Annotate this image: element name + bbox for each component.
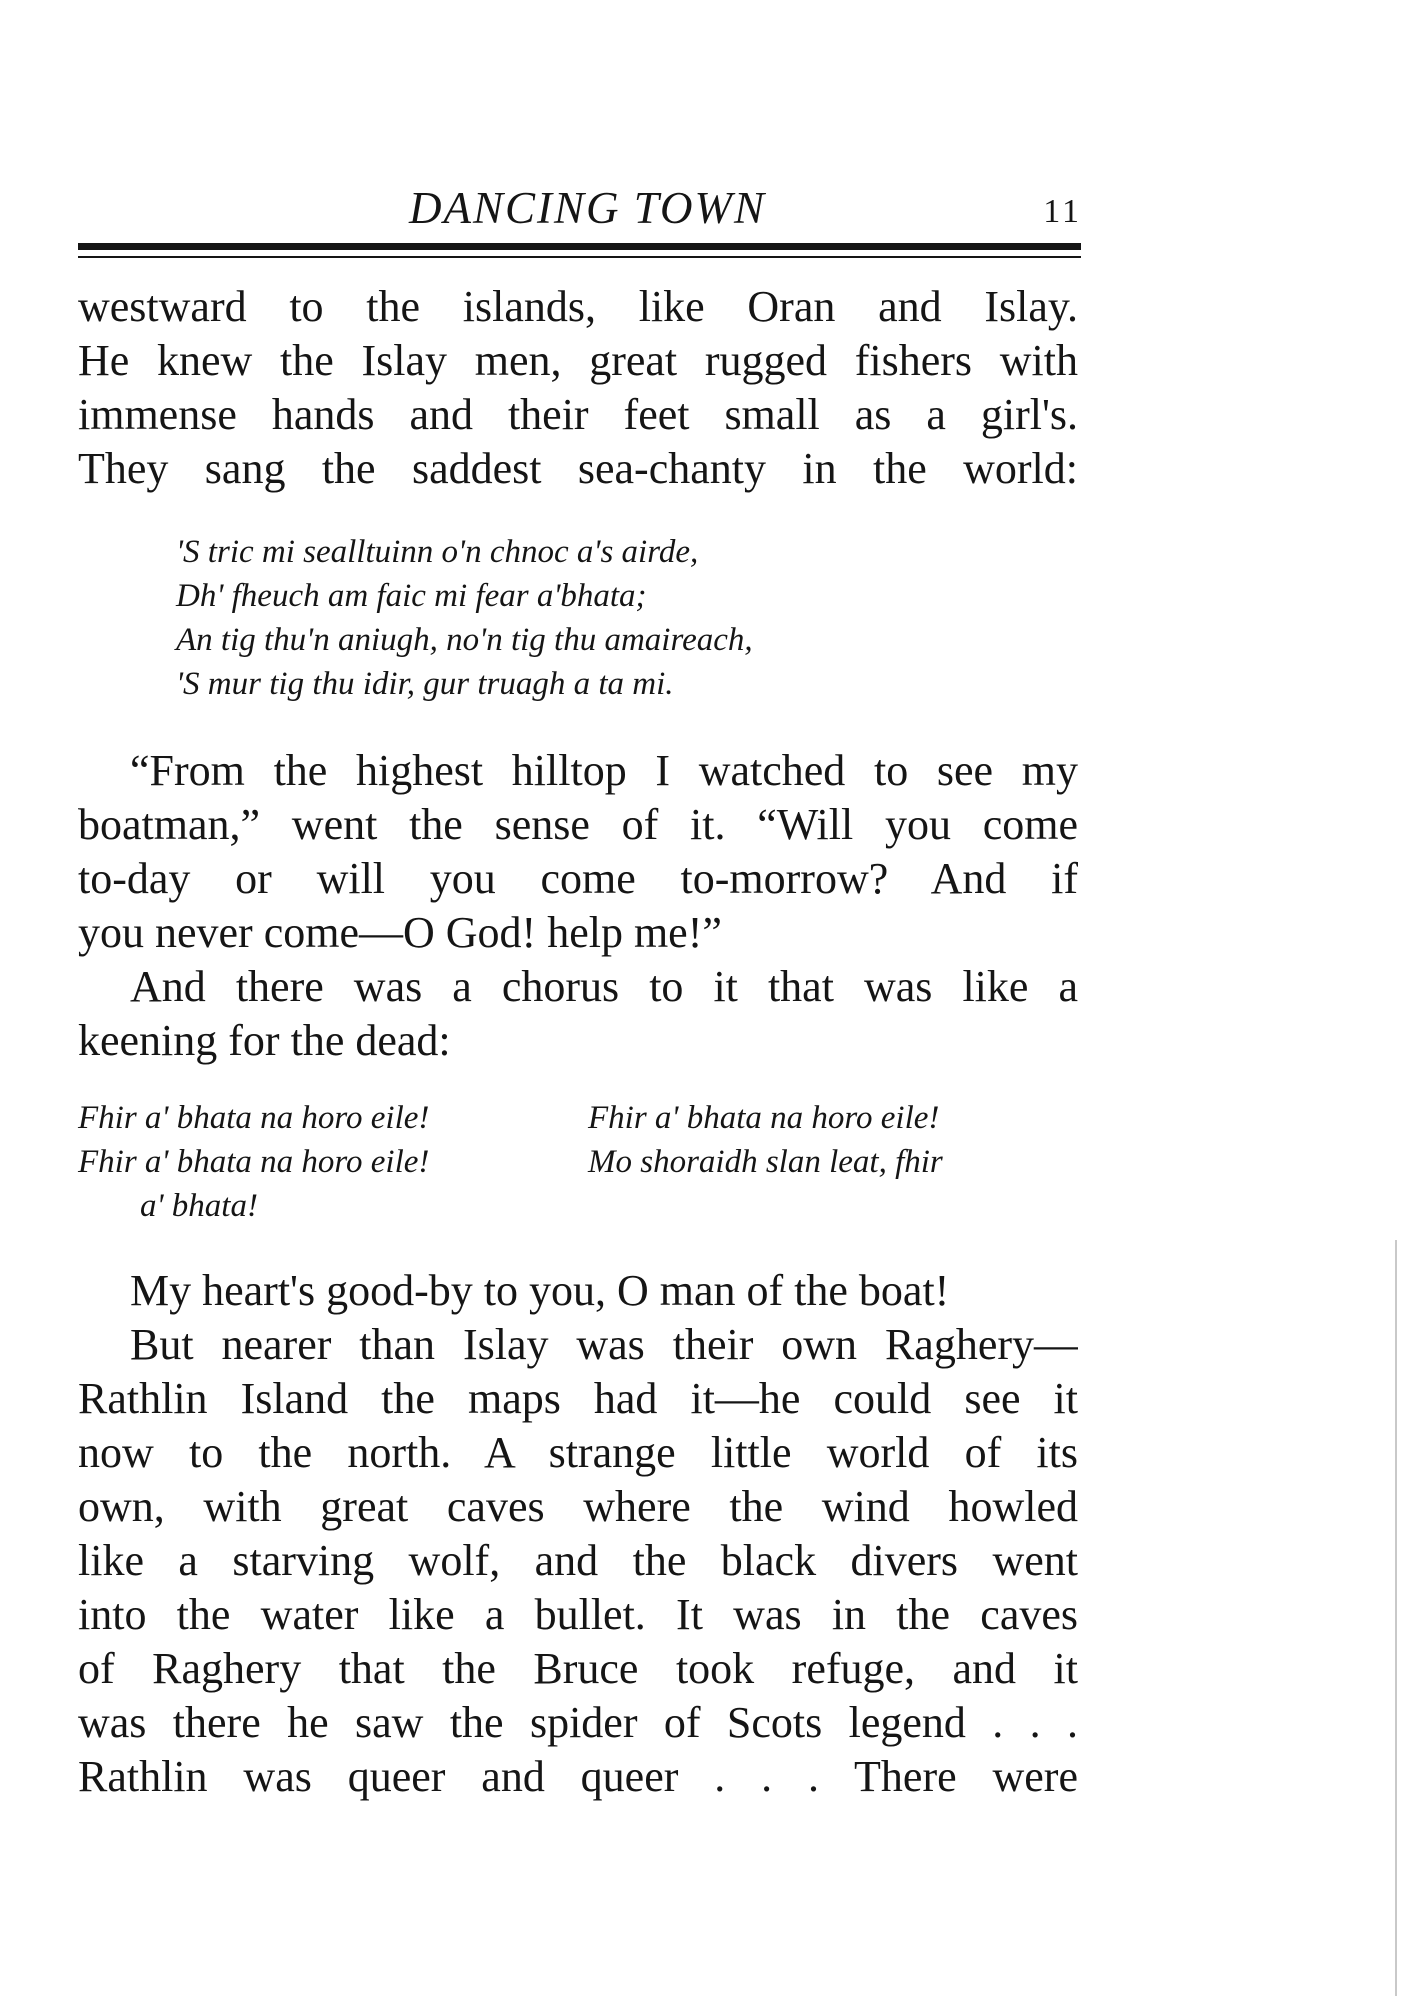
header-rule-thick [78,243,1081,250]
paragraph-3 [78,960,1078,1068]
gaelic-chorus [78,1096,1081,1228]
text-line: He knew the Islay men, great rugged fishers with [78,336,1078,385]
text-line: immense hands and their feet small as a girl's. [78,390,1078,439]
text-line: you never come—O God! help me!” [78,908,722,957]
text-line: keening for the dead: [78,1016,451,1065]
text-line: own, with great caves where the wind howled [78,1482,1078,1531]
text-line: “From the highest hilltop I watched to see my [130,746,1078,795]
chorus-line: Fhir a' bhata na horo eile! [78,1144,430,1180]
text-line: like a starving wolf, and the black divers went [78,1536,1078,1585]
text-line: boatman,” went the sense of it. “Will you come [78,800,1078,849]
paragraph-5 [78,1318,1078,1804]
text-line: into the water like a bullet. It was in the caves [78,1590,1078,1639]
page-number: 11 [1043,193,1082,230]
scan-edge-line [1395,1240,1397,1996]
text-line: was there he saw the spider of Scots legend . . . [78,1698,1078,1747]
text-line: Rathlin was queer and queer . . . There were [78,1752,1078,1801]
chorus-row [78,1096,1081,1140]
chorus-line: a' bhata! [140,1188,258,1224]
chorus-row [78,1140,1081,1184]
chorus-line: Mo shoraidh slan leat, fhir [588,1144,943,1180]
header-rule-thin [78,256,1081,258]
running-head-title: DANCING TOWN [409,183,766,233]
text-line: now to the north. A strange little world of its [78,1428,1078,1477]
verse-line: 'S tric mi sealltuinn o'n chnoc a's airde, [176,534,699,570]
text-line: My heart's good-by to you, O man of the boat! [130,1266,950,1315]
paragraph-2 [78,744,1078,960]
paragraph-4 [78,1264,1078,1318]
text-line: of Raghery that the Bruce took refuge, and it [78,1644,1078,1693]
text-line: Rathlin Island the maps had it—he could see it [78,1374,1078,1423]
verse-line: An tig thu'n aniugh, no'n tig thu amaireach, [176,622,753,658]
text-line: to-day or will you come to-morrow? And if [78,854,1078,903]
paragraph-1 [78,280,1078,496]
chorus-line: Fhir a' bhata na horo eile! [588,1100,940,1136]
verse-line: Dh' fheuch am faic mi fear a'bhata; [176,578,647,614]
text-line: But nearer than Islay was their own Raghery— [130,1320,1078,1369]
text-line: They sang the saddest sea-chanty in the world: [78,444,1078,493]
gaelic-verse [176,530,753,706]
text-line: westward to the islands, like Oran and Islay. [78,282,1078,331]
chorus-row [78,1184,1081,1228]
verse-line: 'S mur tig thu idir, gur truagh a ta mi. [176,666,674,702]
text-line: And there was a chorus to it that was like a [130,962,1078,1011]
chorus-line: Fhir a' bhata na horo eile! [78,1100,430,1136]
